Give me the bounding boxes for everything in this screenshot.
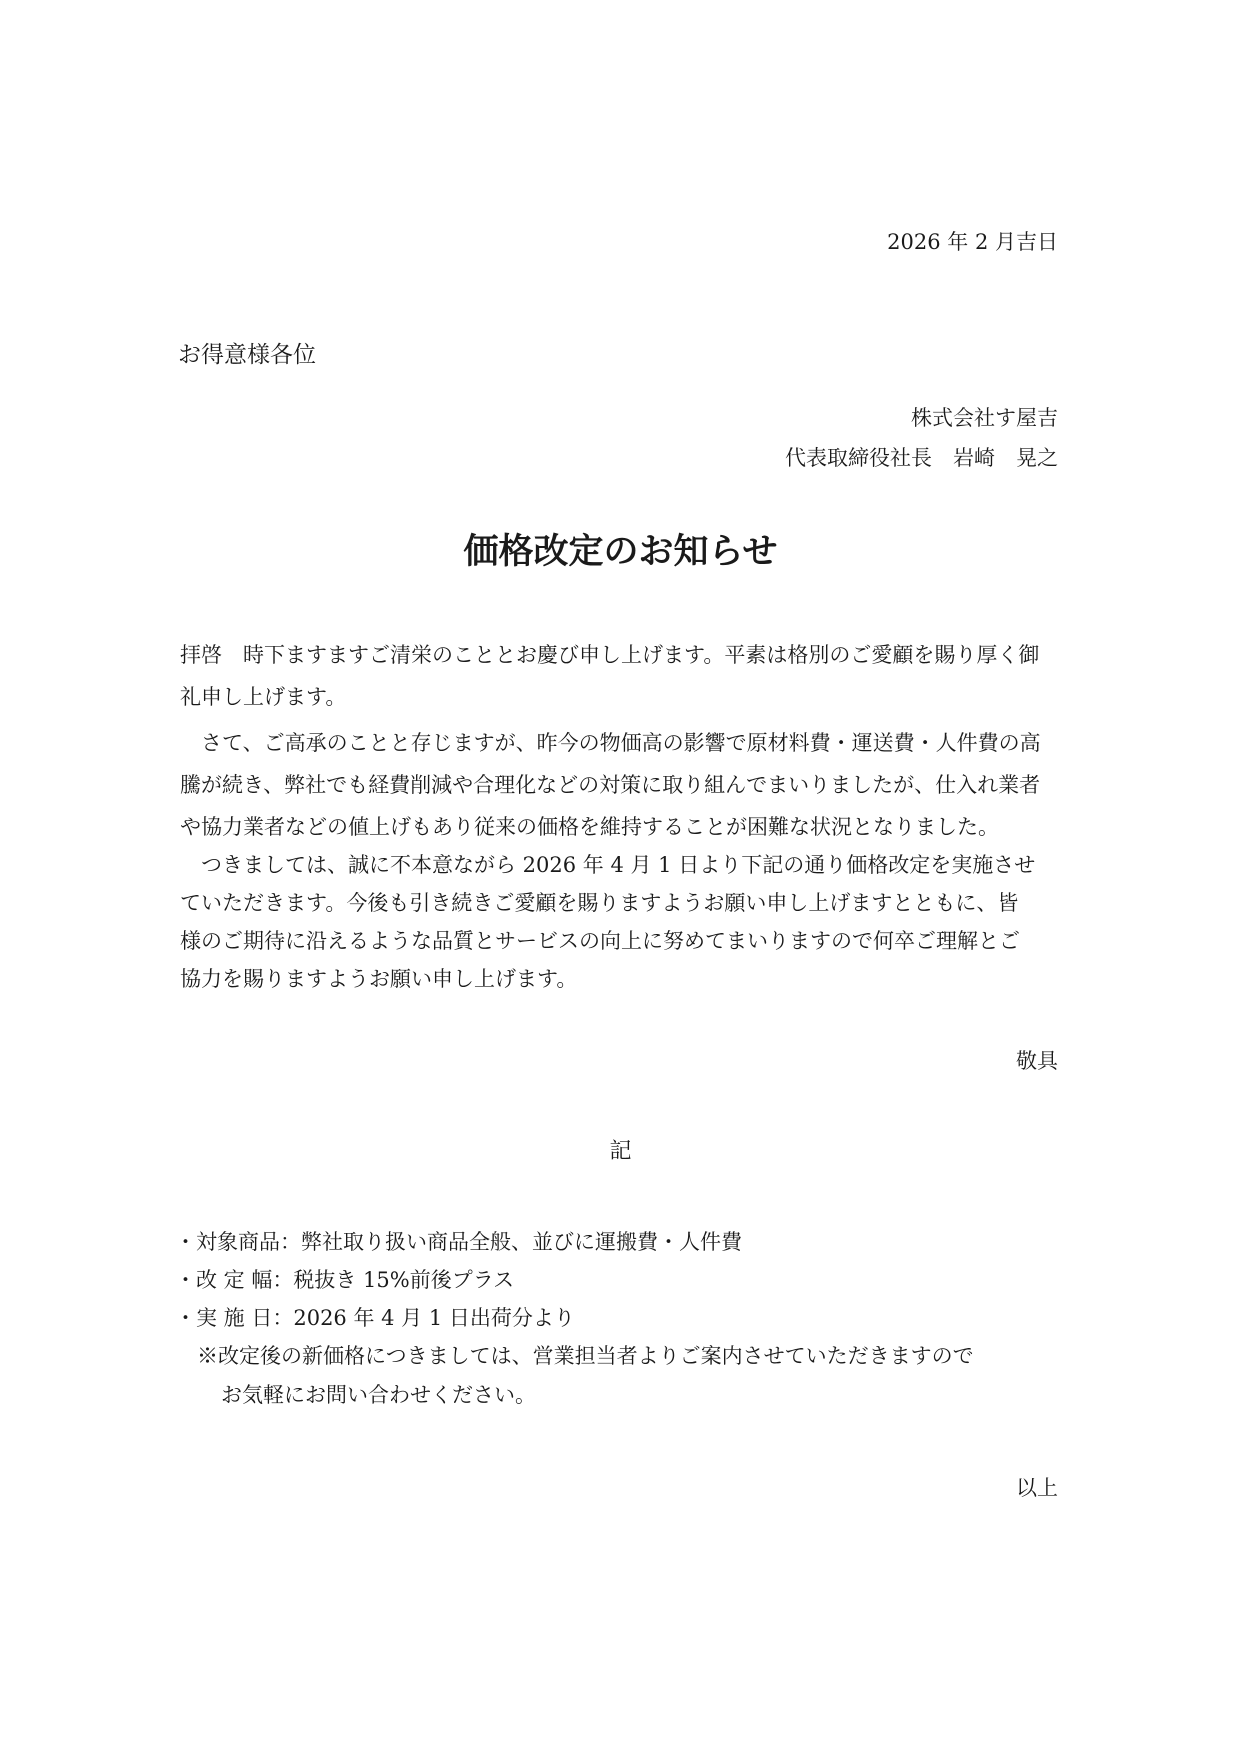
paragraph-line: つきましては、誠に不本意ながら 2026 年 4 月 1 日より下記の通り価格改定を実施させ [180,853,1036,877]
paragraph-line: や協力業者などの値上げもあり従来の価格を維持することが困難な状況となりました。 [180,815,999,839]
greeting-paragraph [180,634,1060,718]
body-paragraph-2 [180,846,1060,998]
sender-company: 株式会社す屋吉 [911,406,1058,430]
paragraph-line: さて、ご高承のことと存じますが、昨今の物価高の影響で原材料費・運送費・人件費の高 [180,731,1041,755]
document-date: 2026 年 2 月吉日 [887,230,1058,254]
end-mark: 以上 [1016,1476,1058,1500]
paragraph-line: 協力を賜りますようお願い申し上げます。 [180,967,578,991]
paragraph-line: 騰が続き、弊社でも経費削減や合理化などの対策に取り組んでまいりましたが、仕入れ業者 [180,773,1041,797]
detail-item: ・対象商品：弊社取り扱い商品全般、並びに運搬費・人件費 [175,1230,742,1254]
greeting-line: 拝啓 時下ますますご清栄のこととお慶び申し上げます。平素は格別のご愛顧を賜り厚く御 [180,643,1040,667]
detail-item: ・実 施 日：2026 年 4 月 1 日出荷分より [175,1306,575,1330]
record-heading: 記 [609,1139,632,1164]
detail-item: ・改 定 幅：税抜き 15%前後プラス [175,1268,515,1292]
note-line: ※改定後の新価格につきましては、営業担当者よりご案内させていただきますので [197,1344,974,1368]
closing-keigu: 敬具 [1016,1049,1058,1073]
body-paragraph-1 [180,722,1060,848]
document-title: 価格改定のお知らせ [463,531,778,572]
paragraph-line: 様のご期待に沿えるような品質とサービスの向上に努めてまいりますので何卒ご理解とご [180,929,1020,953]
recipient: お得意様各位 [178,342,316,368]
sender-representative: 代表取締役社長 岩崎 晃之 [785,446,1058,470]
note-line: お気軽にお問い合わせください。 [221,1383,536,1407]
greeting-line: 礼申し上げます。 [180,685,347,709]
paragraph-line: ていただきます。今後も引き続きご愛顧を賜りますようお願い申し上げますとともに、皆 [180,891,1019,915]
